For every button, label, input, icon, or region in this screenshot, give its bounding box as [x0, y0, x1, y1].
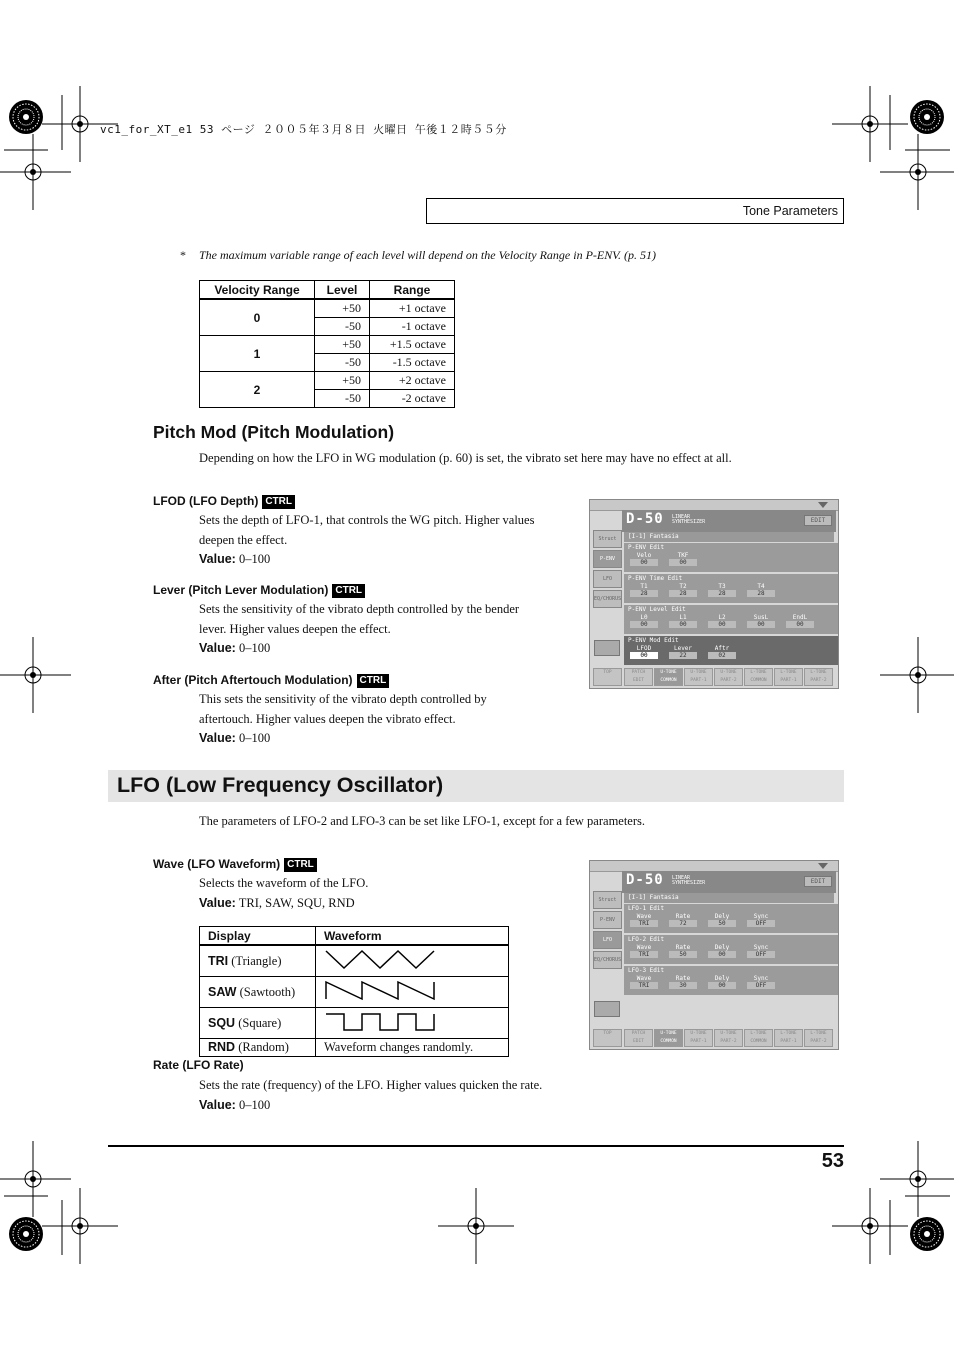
desc-line: Sets the rate (frequency) of the LFO. Higher values quicken the rate.	[199, 1078, 543, 1092]
footnote-text: The maximum variable range of each level will depend on the Velocity Range in P-ENV. (p. 51)	[199, 248, 657, 262]
waveform-cell	[316, 1008, 509, 1039]
bottom-nav-button[interactable]: L-TONE COMMON	[744, 668, 773, 686]
section-title: LFO-2 Edit	[628, 936, 665, 943]
logo-sub: SYNTHESIZER	[672, 880, 706, 886]
left-tab[interactable]: LFO	[593, 570, 622, 588]
file-header: vc1_for_XT_e1 53 ページ ２００５年３月８日 火曜日 午後１２時５５分	[100, 123, 507, 136]
lfo-screenshot	[589, 860, 839, 1050]
logo-text: D-50	[626, 872, 664, 888]
waveform-cell	[316, 945, 509, 977]
param-value	[199, 639, 519, 659]
value-text: 0–100	[238, 1097, 271, 1112]
param-title	[153, 673, 389, 688]
param-label: Wave	[636, 944, 652, 951]
value-text: TRI, SAW, SQU, RND	[238, 895, 355, 910]
value-label: Value:	[199, 641, 236, 655]
col-display: Display	[200, 927, 316, 946]
bottom-nav-button[interactable]: L-TONE PART-1	[774, 1029, 803, 1047]
table-row	[200, 299, 455, 318]
logo-text: D-50	[626, 511, 664, 527]
param-description	[199, 600, 519, 659]
dropdown-arrow-icon	[818, 502, 828, 508]
param-label: Sync	[753, 975, 769, 982]
param-label: T3	[718, 583, 726, 590]
bottom-nav-button[interactable]: L-TONE PART-1	[774, 668, 803, 686]
wave-name: (Triangle)	[231, 953, 282, 968]
pitch-mod-intro: Depending on how the LFO in WG modulation (p. 60) is set, the vibrato set here may have no effect at all.	[199, 451, 732, 465]
param-label: Dely	[714, 913, 730, 920]
wave-name: (Square)	[238, 1015, 282, 1030]
range-cell: -1.5 octave	[370, 354, 455, 372]
wave-code: SQU	[208, 1015, 236, 1030]
square-wave-icon	[324, 1010, 436, 1032]
param-label: EndL	[792, 614, 808, 621]
param-description	[199, 1076, 542, 1115]
param-title	[153, 1058, 244, 1072]
left-tab[interactable]: Struct	[593, 530, 622, 548]
param-value-box[interactable]: 50	[669, 951, 697, 958]
wave-name: (Sawtooth)	[239, 984, 296, 999]
param-label: Sync	[753, 944, 769, 951]
param-value-box[interactable]: TRI	[630, 951, 658, 958]
table-row	[200, 372, 455, 390]
section-title: LFO-3 Edit	[628, 967, 665, 974]
table-row	[200, 1039, 509, 1057]
table-row	[200, 336, 455, 354]
velocity-range-table	[199, 280, 455, 408]
bottom-rule	[108, 1145, 844, 1147]
param-label: Lever	[673, 645, 693, 652]
col-velocity-range: Velocity Range	[200, 281, 315, 300]
level-cell: +50	[315, 372, 370, 390]
section-title: P-ENV Mod Edit	[628, 637, 679, 644]
param-label: Rate	[675, 944, 691, 951]
footnote-marker: *	[180, 248, 186, 262]
param-label: Aftr	[714, 645, 730, 652]
bottom-nav-button[interactable]: U-TONE PART-1	[684, 1029, 713, 1047]
left-tab[interactable]: LFO	[593, 931, 622, 949]
ctrl-badge: CTRL	[262, 495, 295, 509]
table-row	[200, 977, 509, 1008]
running-head-box	[426, 198, 844, 224]
running-head: Tone Parameters	[742, 204, 838, 218]
param-value-box[interactable]: 00	[669, 559, 697, 566]
param-title	[153, 494, 295, 509]
param-value-box[interactable]: 22	[669, 652, 697, 659]
waveform-cell	[316, 977, 509, 1008]
param-value-box[interactable]: TRI	[630, 982, 658, 989]
sawtooth-wave-icon	[324, 979, 436, 1001]
range-cell: +1 octave	[370, 299, 455, 318]
param-label: T4	[757, 583, 765, 590]
lfo-section-banner	[108, 770, 844, 802]
triangle-wave-icon	[324, 948, 436, 970]
velocity-cell: 0	[200, 299, 315, 336]
bottom-nav-button[interactable]: L-TONE PART-2	[804, 668, 833, 686]
left-tab[interactable]: P-ENV	[593, 911, 622, 929]
param-value-box[interactable]: 28	[669, 590, 697, 597]
display-cell	[200, 1039, 316, 1057]
desc-line: lever. Higher values deepen the effect.	[199, 621, 391, 636]
velocity-cell: 1	[200, 336, 315, 372]
display-cell	[200, 1008, 316, 1039]
logo-sub: SYNTHESIZER	[672, 519, 706, 525]
param-label: Wave	[636, 913, 652, 920]
param-value-box[interactable]: 00	[630, 559, 658, 566]
knob-icon	[594, 1001, 620, 1017]
wave-code: TRI	[208, 953, 229, 968]
bottom-nav-button[interactable]: L-TONE COMMON	[744, 1029, 773, 1047]
bottom-nav-button[interactable]: U-TONE PART-1	[684, 668, 713, 686]
desc-line: Sets the depth of LFO-1, that controls the WG pitch. Higher values	[199, 513, 535, 527]
param-label: T1	[640, 583, 648, 590]
value-label: Value:	[199, 731, 236, 745]
range-cell: +1.5 octave	[370, 336, 455, 354]
logo-sub: LINEAR	[672, 875, 691, 881]
knob-icon	[594, 640, 620, 656]
range-cell: -1 octave	[370, 318, 455, 336]
left-tab[interactable]: EQ/CHORUS	[593, 590, 622, 608]
left-tab[interactable]: EQ/CHORUS	[593, 951, 622, 969]
param-label: Rate	[675, 975, 691, 982]
param-value-box[interactable]: 00	[747, 621, 775, 628]
table-row	[200, 945, 509, 977]
wave-code: RND	[208, 1040, 236, 1054]
desc-line: Selects the waveform of the LFO.	[199, 876, 369, 890]
bottom-nav-button[interactable]: U-TONE PART-2	[714, 1029, 743, 1047]
left-tab[interactable]: Struct	[593, 891, 622, 909]
param-value-box[interactable]: 00	[630, 621, 658, 628]
section-title: LFO-1 Edit	[628, 905, 665, 912]
edit-badge: EDIT	[804, 876, 832, 887]
param-label: LFOD	[636, 645, 652, 652]
section-title: P-ENV Time Edit	[628, 575, 683, 582]
pitch-env-screenshot	[589, 499, 839, 689]
level-cell: +50	[315, 336, 370, 354]
param-value-box[interactable]: 30	[669, 982, 697, 989]
param-title-text: After (Pitch Aftertouch Modulation)	[153, 673, 353, 687]
value-text: 0–100	[238, 552, 271, 566]
wave-code: SAW	[208, 984, 237, 999]
param-title-text: Rate (LFO Rate)	[153, 1058, 244, 1072]
param-value-box[interactable]: OFF	[747, 982, 775, 989]
bottom-nav-button[interactable]: U-TONE PART-2	[714, 668, 743, 686]
range-cell: -2 octave	[370, 390, 455, 408]
bottom-nav-button[interactable]: TOP	[593, 1029, 622, 1047]
bottom-nav-button[interactable]: U-TONE COMMON	[654, 668, 683, 686]
value-label: Value:	[199, 552, 236, 566]
param-value	[199, 894, 368, 914]
patch-name: [I-1] Fantasia	[624, 532, 834, 542]
param-label: Velo	[636, 552, 652, 559]
col-range: Range	[370, 281, 455, 300]
ctrl-badge: CTRL	[357, 674, 390, 688]
table-row	[200, 1008, 509, 1039]
wave-name: (Random)	[238, 1040, 289, 1054]
left-tab[interactable]: P-ENV	[593, 550, 622, 568]
value-text: 0–100	[238, 641, 271, 655]
param-description	[199, 511, 534, 570]
param-value-box[interactable]: 50	[708, 920, 736, 927]
col-level: Level	[315, 281, 370, 300]
param-title	[153, 583, 365, 598]
level-cell: -50	[315, 318, 370, 336]
value-label: Value:	[199, 1097, 236, 1112]
section-title: P-ENV Level Edit	[628, 606, 686, 613]
param-description	[199, 874, 368, 913]
desc-line: aftertouch. Higher values deepen the vibrato effect.	[199, 711, 456, 726]
param-label: Dely	[714, 975, 730, 982]
waveform-table	[199, 926, 509, 1057]
param-value-box[interactable]: OFF	[747, 920, 775, 927]
desc-line: This sets the sensitivity of the vibrato depth controlled by	[199, 692, 487, 706]
bottom-nav-button[interactable]: TOP	[593, 668, 622, 686]
level-cell: +50	[315, 299, 370, 318]
param-value	[199, 1096, 542, 1116]
lfo-intro: The parameters of LFO-2 and LFO-3 can be set like LFO-1, except for a few parameters.	[199, 814, 646, 828]
param-value-box[interactable]: TRI	[630, 920, 658, 927]
edit-badge: EDIT	[804, 515, 832, 526]
level-cell: -50	[315, 390, 370, 408]
display-cell	[200, 977, 316, 1008]
lfo-heading: LFO (Low Frequency Oscillator)	[117, 773, 444, 797]
bottom-nav-button[interactable]: U-TONE COMMON	[654, 1029, 683, 1047]
param-label: Rate	[675, 913, 691, 920]
param-value-box[interactable]: 02	[708, 652, 736, 659]
param-label: TKF	[677, 552, 689, 559]
pitch-mod-heading: Pitch Mod (Pitch Modulation)	[153, 422, 395, 442]
param-value	[199, 729, 487, 749]
param-value-box[interactable]: 00	[630, 652, 658, 659]
ctrl-badge: CTRL	[332, 584, 365, 598]
bottom-nav-button[interactable]: PATCH EDIT	[624, 668, 653, 686]
param-title-text: LFOD (LFO Depth)	[153, 494, 259, 508]
param-label: T2	[679, 583, 687, 590]
param-label: Dely	[714, 944, 730, 951]
param-title-text: Lever (Pitch Lever Modulation)	[153, 583, 329, 597]
bottom-nav-button[interactable]: PATCH EDIT	[624, 1029, 653, 1047]
desc-line: Sets the sensitivity of the vibrato depth controlled by the bender	[199, 602, 520, 616]
logo-sub: LINEAR	[672, 514, 691, 520]
param-value-box[interactable]: 00	[786, 621, 814, 628]
param-value-box[interactable]: 00	[708, 621, 736, 628]
patch-name: [I-1] Fantasia	[624, 893, 834, 903]
section-title: P-ENV Edit	[628, 544, 665, 551]
param-title-text: Wave (LFO Waveform)	[153, 857, 281, 871]
param-value-box[interactable]: 28	[708, 590, 736, 597]
param-value-box[interactable]: 28	[747, 590, 775, 597]
param-value-box[interactable]: 00	[669, 621, 697, 628]
param-value-box[interactable]: 00	[708, 982, 736, 989]
param-value-box[interactable]: OFF	[747, 951, 775, 958]
dropdown-arrow-icon	[818, 863, 828, 869]
param-label: L0	[640, 614, 648, 621]
value-label: Value:	[199, 895, 236, 910]
param-label: SusL	[753, 614, 769, 621]
param-description	[199, 690, 487, 749]
param-label: Sync	[753, 913, 769, 920]
range-cell: +2 octave	[370, 372, 455, 390]
bottom-nav-button[interactable]: L-TONE PART-2	[804, 1029, 833, 1047]
param-label: L1	[679, 614, 687, 621]
waveform-cell: Waveform changes randomly.	[316, 1039, 509, 1057]
ctrl-badge: CTRL	[284, 858, 317, 872]
display-cell	[200, 945, 316, 977]
level-cell: -50	[315, 354, 370, 372]
col-waveform: Waveform	[316, 927, 509, 946]
param-value-box[interactable]: 00	[708, 951, 736, 958]
page-number: 53	[821, 1150, 844, 1172]
desc-line: deepen the effect.	[199, 532, 288, 547]
param-label: L2	[718, 614, 726, 621]
param-value-box[interactable]: 28	[630, 590, 658, 597]
param-title	[153, 857, 317, 872]
param-value	[199, 550, 534, 570]
velocity-cell: 2	[200, 372, 315, 408]
value-text: 0–100	[238, 731, 271, 745]
param-label: Wave	[636, 975, 652, 982]
param-value-box[interactable]: 72	[669, 920, 697, 927]
